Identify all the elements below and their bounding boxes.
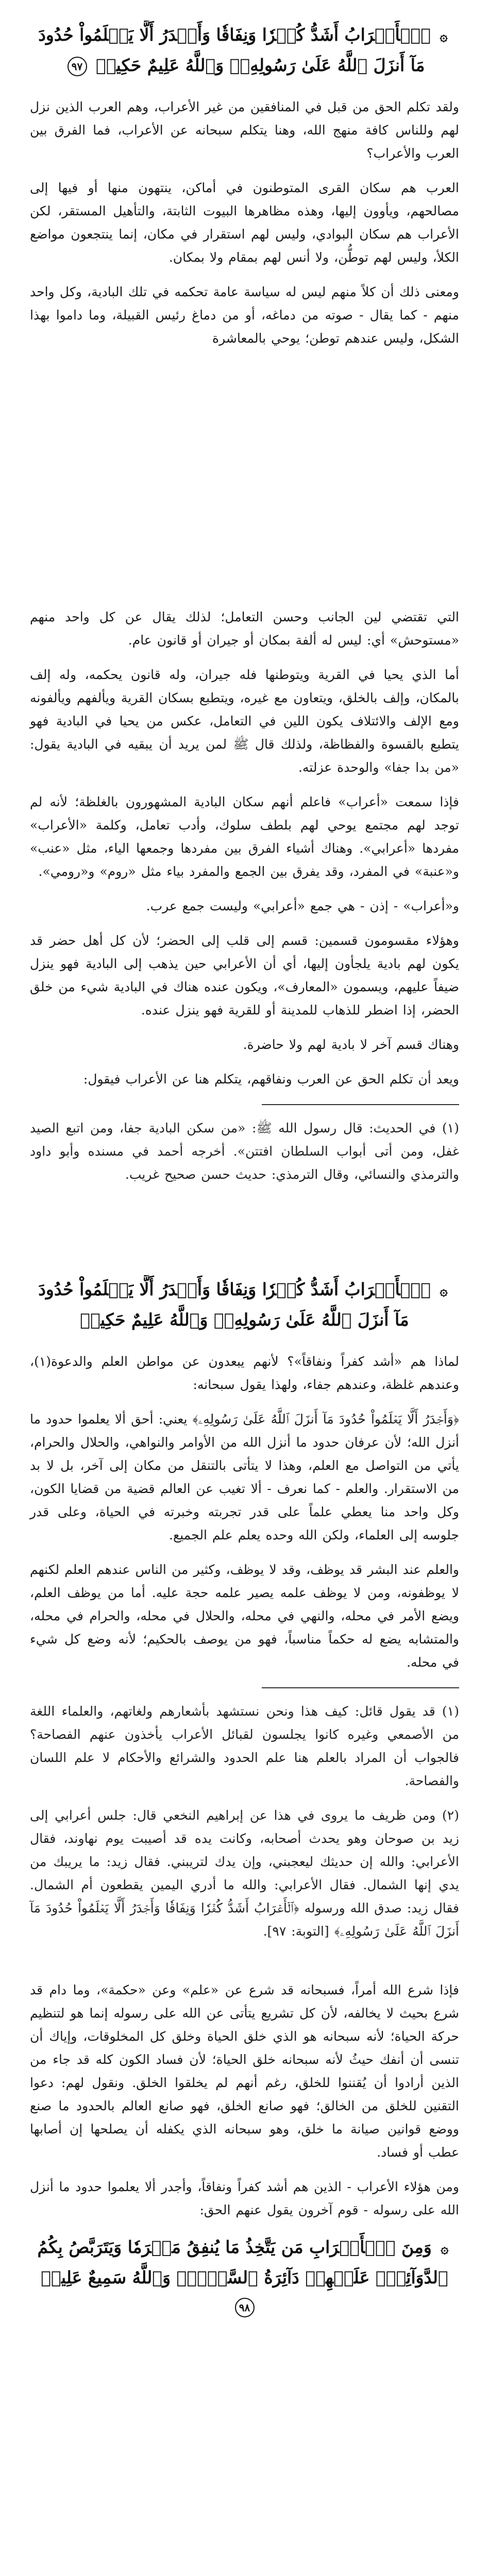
page-3 [0,1275,489,1940]
quran-verse-97 [30,21,459,80]
paragraph: ولقد تكلم الحق من قبل في المنافقين من غير الأعراب، وهم العرب الذين نزل لهم وللناس كافة منهج الله، وهنا يتكلم سبحانه عن الأعراب، فما الفرق بين العرب والأعراب؟ [30,99,459,161]
ornament-icon: ۞ [440,1283,448,1299]
paragraph: فإذا شرع الله أمراً، فسبحانه قد شرع عن «علم» وعن «حكمة»، وما دام قد شرع بحيث لا يخالفه، لأن كل تشريع يتأتى عن الله على رسوله إنما هو لتنظيم حركة الحياة؛ لأنه سبحانه هو الذي خلق الحياة وخلق كل المخلوقات، وإياك أن تنسى أن أنفك حيثُ لأنه سبحانه خلق الحياة؛ لأن فساد الكون كله قد جاء من الذين أرادوا أن يُقننوا للخلق، رغم أنهم لم يخلقوا الخلق. ونقول لهم: دعوا التقنين للخلق من الخالق؛ فهو صانع الخلق، فهو صانع العالم بالحدود ما صنع ووضع قوانين صيانة ما خلق، وهو سبحانه الذي يكفله أن يصلحها إن أصابها عطب أو فساد. [30,1982,459,2160]
quran-verse-97 [30,1275,459,1334]
verse-number: ٩٧ [68,57,87,76]
footnote: (١) قد يقول قائل: كيف هذا ونحن نستشهد بأشعارهم ولغاتهم، والعلماء اللغة من الأصمعي وغيره كانوا يجلسون لقبائل الأعراب يأخذون عنهم الفصاحة؟ فالجواب أن المراد بالعلم هنا علم الحدود والشرائع والأحكام لا علم اللسان والفصاحة. [30,1704,459,1788]
paragraph: لماذا هم «أشد كفراً ونفاقاً»؟ لأنهم يبعدون عن مواطن العلم والدعوة(١)، وعندهم غلظة، وعندهم جفاء، ولهذا يقول سبحانه: [30,1354,459,1392]
page-1 [0,21,489,577]
paragraph: العرب هم سكان القرى المتوطنون في أماكن، ينتهون منها أو فيها إلى مصالحهم، ويأوون إليها، وهذه مظاهرها البيوت الثابتة، والتأهيل المستقر، لكن الأعراب هم سكان البوادي، وليس لهم استقرار في مكان، إنما ينتجعون مواضع الكلأ، وليس لهم توطُّن، ولا أنس لهم بمقام ولا بمكان. [30,180,459,265]
quran-verse-98 [30,2233,459,2321]
footnote: (١) في الحديث: قال رسول الله ﷺ: «من سكن البادية جفا، ومن اتبع الصيد غفل، ومن أتى أبواب السلطان افتتن». أخرجه أحمد في مسنده وأبو داود والترمذي والنسائي، وقال الترمذي: حديث حسن صحيح غريب. [30,1121,459,1182]
paragraph: والعلم عند البشر قد يوظف، وقد لا يوظف، وكثير من الناس عندهم العلم لكنهم لا يوظفونه، ومن لا يوظف علمه يصير علمه حجة عليه. أما من يوظف العلم، ويضع الأمر في محله، والنهي في محله، والحلال في محله، والحرام في محله، والمتشابه يضع له حكماً مناسباً، فهو من يوصف بالحكيم؛ لأنه وضع كل شيء في محله. [30,1562,459,1670]
verse-text: وَمِنَ ٱلۡأَعۡرَابِ مَن يَتَّخِذُ مَا يُنفِقُ مَغۡرَمٗا وَيَتَرَبَّصُ بِكُمُ ٱلدَّوَآئِرَۚ عَلَيۡهِمۡ دَآئِرَةُ ٱلسَّوۡءِۗ وَٱللَّهُ سَمِيعٌ عَلِيمٞ [37,2237,448,2287]
page-4 [0,1978,489,2576]
ornament-icon: ۞ [441,2241,449,2257]
paragraph: ويعد أن تكلم الحق عن العرب ونفاقهم، يتكلم هنا عن الأعراب فيقول: [83,1072,459,1087]
verse-text: ٱلۡأَعۡرَابُ أَشَدُّ كُفۡرٗا وَنِفَاقٗا وَأَجۡدَرُ أَلَّا يَعۡلَمُواْ حُدُودَ مَآ أَنزَلَ ٱللَّهُ عَلَىٰ رَسُولِهِۦۗ وَٱللَّهُ عَلِيمٌ حَكِيمٞ [38,25,431,75]
paragraph: ومن هؤلاء الأعراب - الذين هم أشد كفراً ونفاقاً، وأجدر ألا يعلموا حدود ما أنزل الله على رسوله - قوم آخرون يقول عنهم الحق: [30,2179,459,2217]
footnote: (٢) ومن ظريف ما يروى في هذا عن إبراهيم النخعي قال: جلس أعرابي إلى زيد بن صوحان وهو يحدث أصحابه، وكانت يده قد أصيبت يوم نهاوند، فقال الأعرابي: والله إن حديثك ليعجبني، وإن يدك لتريبني. فقال زيد: ما يريبك من يدي إنها الشمال. فقال الأعرابي: والله ما أدري اليمين يقطعون أم الشمال. فقال زيد: صدق الله ورسوله ﴿ٱلۡأَعۡرَابُ أَشَدُّ كُفۡرٗا وَنِفَاقٗا وَأَجۡدَرُ أَلَّا يَعۡلَمُواْ حُدُودَ مَآ أَنزَلَ ٱللَّهُ عَلَىٰ رَسُولِهِۦ﴾ [التوبة: ٩٧]. [30,1808,459,1939]
page-2 [0,605,489,1249]
paragraph: أما الذي يحيا في القرية ويتوطنها فله جيران، وله قانون يحكمه، وله إلف بالمكان، وإلف بالخلق، ويتعاون مع غيره، ويتطبع بسكان القرية ويألفهم ويألفونه ومع الإلف والائتلاف يكون اللين في التعامل، عكس من يحيا في البادية فهو يتطبع بالقسوة والفظاظة، ولذلك قال ﷺ لمن يريد أن يبقيه في البادية يقول: «من بدا جفا» والوحدة عزلته. [30,667,459,775]
paragraph: ومعنى ذلك أن كلاً منهم ليس له سياسة عامة تحكمه في تلك البادية، وكل واحد منهم - كما يقال - صوته من دماغه، أو من دماغ رئيس القبيلة، وما داموا بهذا الشكل، وليس عندهم توطن؛ يوحي بالمعاشرة [30,284,459,346]
paragraph: ﴿وَأَجۡدَرُ أَلَّا يَعۡلَمُواْ حُدُودَ مَآ أَنزَلَ ٱللَّهُ عَلَىٰ رَسُولِهِۦ﴾ يعني: أحق ألا يعلموا حدود ما أنزل الله؛ لأن عرفان حدود ما أنزل الله من الأوامر والنواهي، والحلال والحرام، يأتي من التواصل مع العلم، وهذا لا يتأتى بالتنقل من مكان إلى آخر، بل لا بد من الاستقرار. والعلم - كما نعرف - ألا تغيب عن العالم قضية من قضايا الكون، وكل واحد منا يعطي علماً على قدر تجربته وخبرته في الحياة، وعلى قدر جلوسه إلى العلماء، ولكن الله وحده يعلم علم الجميع. [30,1412,459,1543]
paragraph: فإذا سمعت «أعراب» فاعلم أنهم سكان البادية المشهورون بالغلظة؛ لأنه لم توجد لهم مجتمع يوحي لهم بلطف سلوك، وأدب تعامل، وكلمة «الأعراب» مفردها «أعرابي». وهناك أشياء الفرق بين مفردها وجمعها الياء، مثل «عنب» و«عنبة» في المفرد، وقد يفرق بين الجمع والمفرد بياء مثل «روم» و«رومي». [30,794,459,879]
verse-number: ٩٨ [235,2298,255,2317]
verse-text: ٱلۡأَعۡرَابُ أَشَدُّ كُفۡرٗا وَنِفَاقٗا وَأَجۡدَرُ أَلَّا يَعۡلَمُواْ حُدُودَ مَآ أَنزَلَ ٱللَّهُ عَلَىٰ رَسُولِهِۦۗ وَٱللَّهُ عَلِيمٌ حَكِيمٞ [38,1279,431,1330]
footnote-divider [262,1104,459,1105]
footnote-divider [262,1687,459,1688]
paragraph: وهؤلاء مقسومون قسمين: قسم إلى قلب إلى الحضر؛ لأن كل أهل حضر قد يكون لهم بادية يلجأون إليها، أي أن الأعرابي حين يذهب إلى البادية فهو ينزل ضيفاً عليهم، ويسمون «المعارف»، ويكون عنده هناك في البادية شيء من خلق الحضر، إذا اضطر للذهاب للمدينة أو للقرية فهو ينزل عنده. [30,933,459,1018]
ornament-icon: ۞ [440,29,448,44]
paragraph: وهناك قسم آخر لا بادية لهم ولا حاضرة. [243,1037,459,1052]
paragraph: و«أعراب» - إذن - هي جمع «أعرابي» وليست جمع عرب. [146,899,459,913]
paragraph: التي تقتضي لين الجانب وحسن التعامل؛ لذلك يقال عن كل واحد منهم «مستوحش» أي: ليس له ألفة بمكان أو جيران أو قانون عام. [30,609,459,648]
